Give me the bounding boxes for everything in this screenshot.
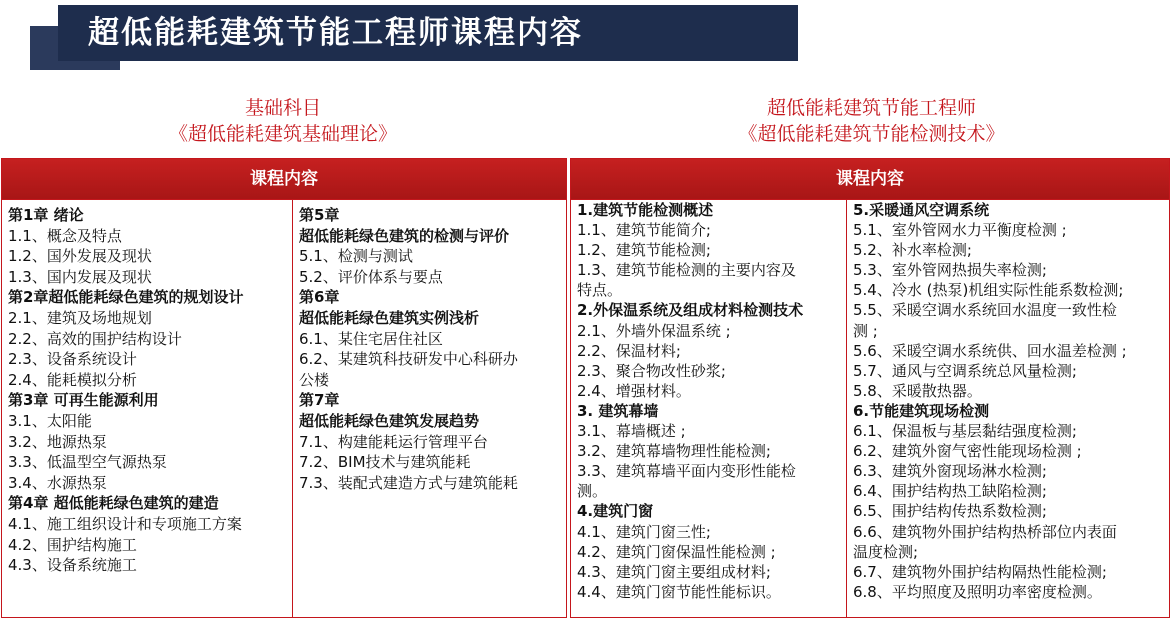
chapter-heading: 第5章 <box>299 206 340 224</box>
list-item: 3.1、幕墙概述 ; <box>577 422 686 441</box>
left-course-table <box>1 158 567 618</box>
chapter-heading: 超低能耗绿色建筑实例浅析 <box>299 308 480 327</box>
list-item: 2.2、保温材料; <box>577 341 681 360</box>
list-item: 特点。 <box>577 281 623 300</box>
list-item: 2.1、建筑及场地规划 <box>8 308 152 327</box>
chapter-heading: 6.节能建筑现场检测 <box>853 401 990 420</box>
list-item: 4.2、建筑门窗保温性能检测 ; <box>577 542 776 561</box>
list-item: 1.3、国内发展及现状 <box>8 267 152 286</box>
left-table-heading: 课程内容 <box>2 159 566 199</box>
list-item: 1.2、国外发展及现状 <box>8 247 152 266</box>
left-subtitle <box>0 95 566 147</box>
list-item: 公楼 <box>299 370 330 389</box>
list-item: 3.1、太阳能 <box>8 411 92 430</box>
left-subtitle-line2: 《超低能耗建筑基础理论》 <box>168 123 397 145</box>
list-item: 1.1、建筑节能简介; <box>577 221 711 240</box>
chapter-heading: 第7章 <box>299 391 340 410</box>
list-item: 3.2、建筑幕墙物理性能检测; <box>577 442 771 461</box>
list-item: 3.2、地源热泵 <box>8 432 107 451</box>
list-item: 6.2、建筑外窗气密性能现场检测 ; <box>853 442 1082 461</box>
list-item: 7.1、构建能耗运行管理平台 <box>299 432 488 451</box>
list-item: 测。 <box>577 482 608 501</box>
list-item: 5.5、采暖空调水系统回水温度一致性检 <box>853 301 1117 320</box>
left-column-2 <box>292 200 566 617</box>
left-subtitle-line1: 基础科目 <box>244 97 321 119</box>
chapter-heading: 第6章 <box>299 288 340 307</box>
list-item: 5.1、检测与测试 <box>299 247 413 266</box>
list-item: 5.3、室外管网热损失率检测; <box>853 261 1047 280</box>
list-item: 4.2、围护结构施工 <box>8 535 137 554</box>
list-item: 2.3、设备系统设计 <box>8 350 137 369</box>
right-table-heading: 课程内容 <box>571 159 1169 199</box>
chapter-heading: 4.建筑门窗 <box>577 502 654 521</box>
list-item: 测 ; <box>853 321 878 340</box>
list-item: 6.7、建筑物外围护结构隔热性能检测; <box>853 562 1107 581</box>
list-item: 2.2、高效的围护结构设计 <box>8 329 182 348</box>
list-item: 4.3、设备系统施工 <box>8 556 137 575</box>
chapter-heading: 超低能耗绿色建筑的检测与评价 <box>299 226 510 245</box>
list-item: 2.3、聚合物改性砂浆; <box>577 361 726 380</box>
list-item: 7.2、BIM技术与建筑能耗 <box>299 453 471 472</box>
list-item: 7.3、装配式建造方式与建筑能耗 <box>299 473 518 492</box>
list-item: 6.5、围护结构传热系数检测; <box>853 502 1047 521</box>
list-item: 1.3、建筑节能检测的主要内容及 <box>577 261 796 280</box>
chapter-heading: 第3章 可再生能源利用 <box>8 391 159 410</box>
list-item: 3.4、水源热泵 <box>8 473 107 492</box>
list-item: 2.4、增强材料。 <box>577 381 691 400</box>
list-item: 4.4、建筑门窗节能性能标识。 <box>577 582 781 601</box>
right-subtitle-line1: 超低能耗建筑节能工程师 <box>766 97 976 119</box>
chapter-heading: 第4章 超低能耗绿色建筑的建造 <box>8 494 219 513</box>
right-subtitle <box>572 95 1171 147</box>
list-item: 6.6、建筑物外围护结构热桥部位内表面 <box>853 522 1117 541</box>
chapter-heading: 第2章超低能耗绿色建筑的规划设计 <box>8 288 244 307</box>
chapter-heading: 超低能耗绿色建筑发展趋势 <box>299 411 480 430</box>
list-item: 6.1、某住宅居住社区 <box>299 329 443 348</box>
chapter-heading: 3. 建筑幕墙 <box>577 401 659 420</box>
list-item: 3.3、低温型空气源热泵 <box>8 453 167 472</box>
list-item: 6.4、围护结构热工缺陷检测; <box>853 482 1047 501</box>
list-item: 2.1、外墙外保温系统 ; <box>577 321 731 340</box>
list-item: 4.3、建筑门窗主要组成材料; <box>577 562 771 581</box>
list-item: 4.1、建筑门窗三性; <box>577 522 711 541</box>
list-item: 5.8、采暖散热器。 <box>853 381 982 400</box>
chapter-heading: 2.外保温系统及组成材料检测技术 <box>577 301 804 320</box>
chapter-heading: 第1章 绪论 <box>8 206 84 224</box>
list-item: 1.2、建筑节能检测; <box>577 241 711 260</box>
chapter-heading: 5.采暖通风空调系统 <box>853 201 990 219</box>
chapter-heading: 1.建筑节能检测概述 <box>577 201 714 219</box>
list-item: 2.4、能耗模拟分析 <box>8 370 137 389</box>
list-item: 6.1、保温板与基层黏结强度检测; <box>853 422 1077 441</box>
right-column-2 <box>846 200 1169 617</box>
list-item: 5.7、通风与空调系统总风量检测; <box>853 361 1077 380</box>
right-column-1 <box>571 200 846 617</box>
list-item: 5.2、补水率检测; <box>853 241 972 260</box>
list-item: 6.8、平均照度及照明功率密度检测。 <box>853 582 1102 601</box>
left-column-1 <box>2 200 292 617</box>
list-item: 温度检测; <box>853 542 919 561</box>
list-item: 1.1、概念及特点 <box>8 226 122 245</box>
list-item: 3.3、建筑幕墙平面内变形性能检 <box>577 462 796 481</box>
right-course-table <box>570 158 1170 618</box>
list-item: 5.6、采暖空调水系统供、回水温差检测 ; <box>853 341 1127 360</box>
list-item: 5.1、室外管网水力平衡度检测 ; <box>853 221 1067 240</box>
list-item: 4.1、施工组织设计和专项施工方案 <box>8 514 242 533</box>
right-table-body <box>571 199 1169 617</box>
right-subtitle-line2: 《超低能耗建筑节能检测技术》 <box>738 123 1005 145</box>
left-table-body <box>2 199 566 617</box>
list-item: 6.3、建筑外窗现场淋水检测; <box>853 462 1047 481</box>
list-item: 5.4、冷水 (热泵)机组实际性能系数检测; <box>853 281 1124 300</box>
page-title: 超低能耗建筑节能工程师课程内容 <box>88 15 583 51</box>
list-item: 6.2、某建筑科技研发中心科研办 <box>299 350 518 369</box>
list-item: 5.2、评价体系与要点 <box>299 267 443 286</box>
